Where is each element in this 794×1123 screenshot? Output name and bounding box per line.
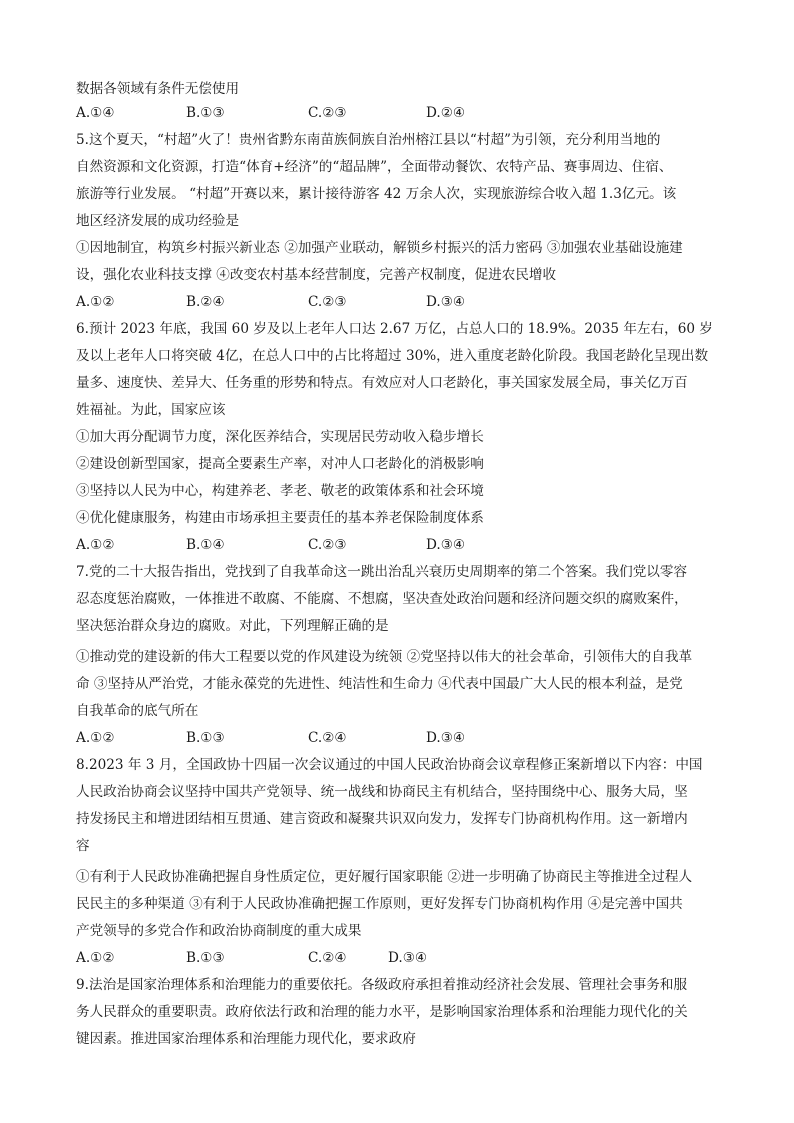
option-c: C.②④ xyxy=(308,950,347,966)
question-6-line: 6.预计 2023 年底，我国 60 岁及以上老年人口达 2.67 万亿，占总人口的 18.9%。2035 年左右，60 岁 xyxy=(76,321,713,337)
option-c: C.②④ xyxy=(308,730,347,746)
statement-line: 民民主的多种渠道 ③有利于人民政协准确把握工作原则，更好发挥专门协商机构作用 ④是完善中国共 xyxy=(76,896,683,912)
text-line: 持发扬民主和增进团结相互贯通、建言资政和凝聚共识双向发力，发挥专门协商机构作用。这一新增内 xyxy=(76,811,688,827)
text-line: 务人民群众的重要职责。政府依法行政和治理的能力水平，是影响国家治理体系和治理能力现代化的关 xyxy=(76,1004,688,1020)
answer-options-q8 xyxy=(76,945,726,972)
option-a: A.①② xyxy=(76,294,115,310)
question-5-line: 5.这个夏天，“村超”火了！贵州省黔东南苗族侗族自治州榕江县以“村超”为引领，充分利用当地的 xyxy=(76,132,661,148)
text-line: 坚决惩治群众身边的腐败。对此，下列理解正确的是 xyxy=(76,618,389,634)
answer-options-q6 xyxy=(76,532,726,559)
option-b: B.①③ xyxy=(186,105,225,121)
option-b: B.①③ xyxy=(186,950,225,966)
text-line: 旅游等行业发展。 “村超”开赛以来，累计接待游客 42 万余人次，实现旅游综合收入超 1.3亿元。该 xyxy=(76,186,677,202)
question-7-line: 7.党的二十大报告指出，党找到了自我革命这一跳出治乱兴衰历史周期率的第二个答案。我们党以零容 xyxy=(76,564,688,580)
question-8-line: 8.2023 年 3 月，全国政协十四届一次会议通过的中国人民政治协商会议章程修正案新增以下内容：中国 xyxy=(76,757,703,773)
option-d: D.②④ xyxy=(426,105,466,121)
statement-line: ②建设创新型国家，提高全要素生产率，对冲人口老龄化的消极影响 xyxy=(76,456,484,472)
answer-options-q7 xyxy=(76,725,726,752)
option-b: B.①④ xyxy=(186,537,225,553)
statement-line: ④优化健康服务，构建由市场承担主要责任的基本养老保险制度体系 xyxy=(76,510,484,526)
text-line: 及以上老年人口将突破 4亿，在总人口中的占比将超过 30%，进入重度老龄化阶段。我国老龄化呈现出数 xyxy=(76,348,709,364)
statement-line: ①有利于人民政协准确把握自身性质定位，更好履行国家职能 ②进一步明确了协商民主等推进全过程人 xyxy=(76,869,693,885)
text-line: 键因素。推进国家治理体系和治理能力现代化，要求政府 xyxy=(76,1031,416,1047)
statement-line: 命 ③坚持从严治党，才能永葆党的先进性、纯洁性和生命力 ④代表中国最广大人民的根本利益，是党 xyxy=(76,676,683,692)
option-c: C.②③ xyxy=(308,537,347,553)
statement-line: ①加大再分配调节力度，深化医养结合，实现居民劳动收入稳步增长 xyxy=(76,429,484,445)
text-line: 自然资源和文化资源，打造“体育+经济”的“超品牌”，全面带动餐饮、农特产品、赛事周边、住宿、 xyxy=(76,159,673,175)
option-a: A.①② xyxy=(76,537,115,553)
text-line: 姓福祉。为此，国家应该 xyxy=(76,402,226,418)
text-line: 地区经济发展的成功经验是 xyxy=(76,213,240,229)
option-d: D.③④ xyxy=(388,950,428,966)
option-c: C.②③ xyxy=(308,105,347,121)
text-line: 容 xyxy=(76,838,90,854)
answer-options-q5 xyxy=(76,289,726,316)
statement-line: 产党领导的多党合作和政治协商制度的重大成果 xyxy=(76,923,362,939)
statement-line: 自我革命的底气所在 xyxy=(76,703,199,719)
text-line: 忍态度惩治腐败，一体推进不敢腐、不能腐、不想腐，坚决查处政治问题和经济问题交织的腐败案件， xyxy=(76,591,688,607)
option-d: D.③④ xyxy=(426,294,466,310)
option-c: C.②③ xyxy=(308,294,347,310)
text-line: 人民政治协商会议坚持中国共产党领导、统一战线和协商民主有机结合，坚持围绕中心、服务大局，坚 xyxy=(76,784,688,800)
option-d: D.③④ xyxy=(426,537,466,553)
option-a: A.①② xyxy=(76,730,115,746)
text-line: 量多、速度快、差异大、任务重的形势和特点。有效应对人口老龄化，事关国家发展全局，事关亿万百 xyxy=(76,375,688,391)
statement-line: ③坚持以人民为中心，构建养老、孝老、敬老的政策体系和社会环境 xyxy=(76,483,484,499)
option-b: B.②④ xyxy=(186,294,225,310)
statement-line: ①推动党的建设新的伟大工程要以党的作风建设为统领 ②党坚持以伟大的社会革命，引领伟大的自我革 xyxy=(76,649,693,665)
statement-line: ①因地制宜，构筑乡村振兴新业态 ②加强产业联动，解锁乡村振兴的活力密码 ③加强农业基础设施建 xyxy=(76,240,683,256)
answer-options-q4 xyxy=(76,100,726,127)
option-d: D.③④ xyxy=(426,730,466,746)
option-a: A.①④ xyxy=(76,105,115,121)
text-line: 数据各领域有条件无偿使用 xyxy=(76,81,240,97)
option-b: B.①③ xyxy=(186,730,225,746)
option-a: A.①② xyxy=(76,950,115,966)
question-9-line: 9.法治是国家治理体系和治理能力的重要依托。各级政府承担着推动经济社会发展、管理社会事务和服 xyxy=(76,977,688,993)
statement-line: 设，强化农业科技支撑 ④改变农村基本经营制度，完善产权制度，促进农民增收 xyxy=(76,267,557,283)
